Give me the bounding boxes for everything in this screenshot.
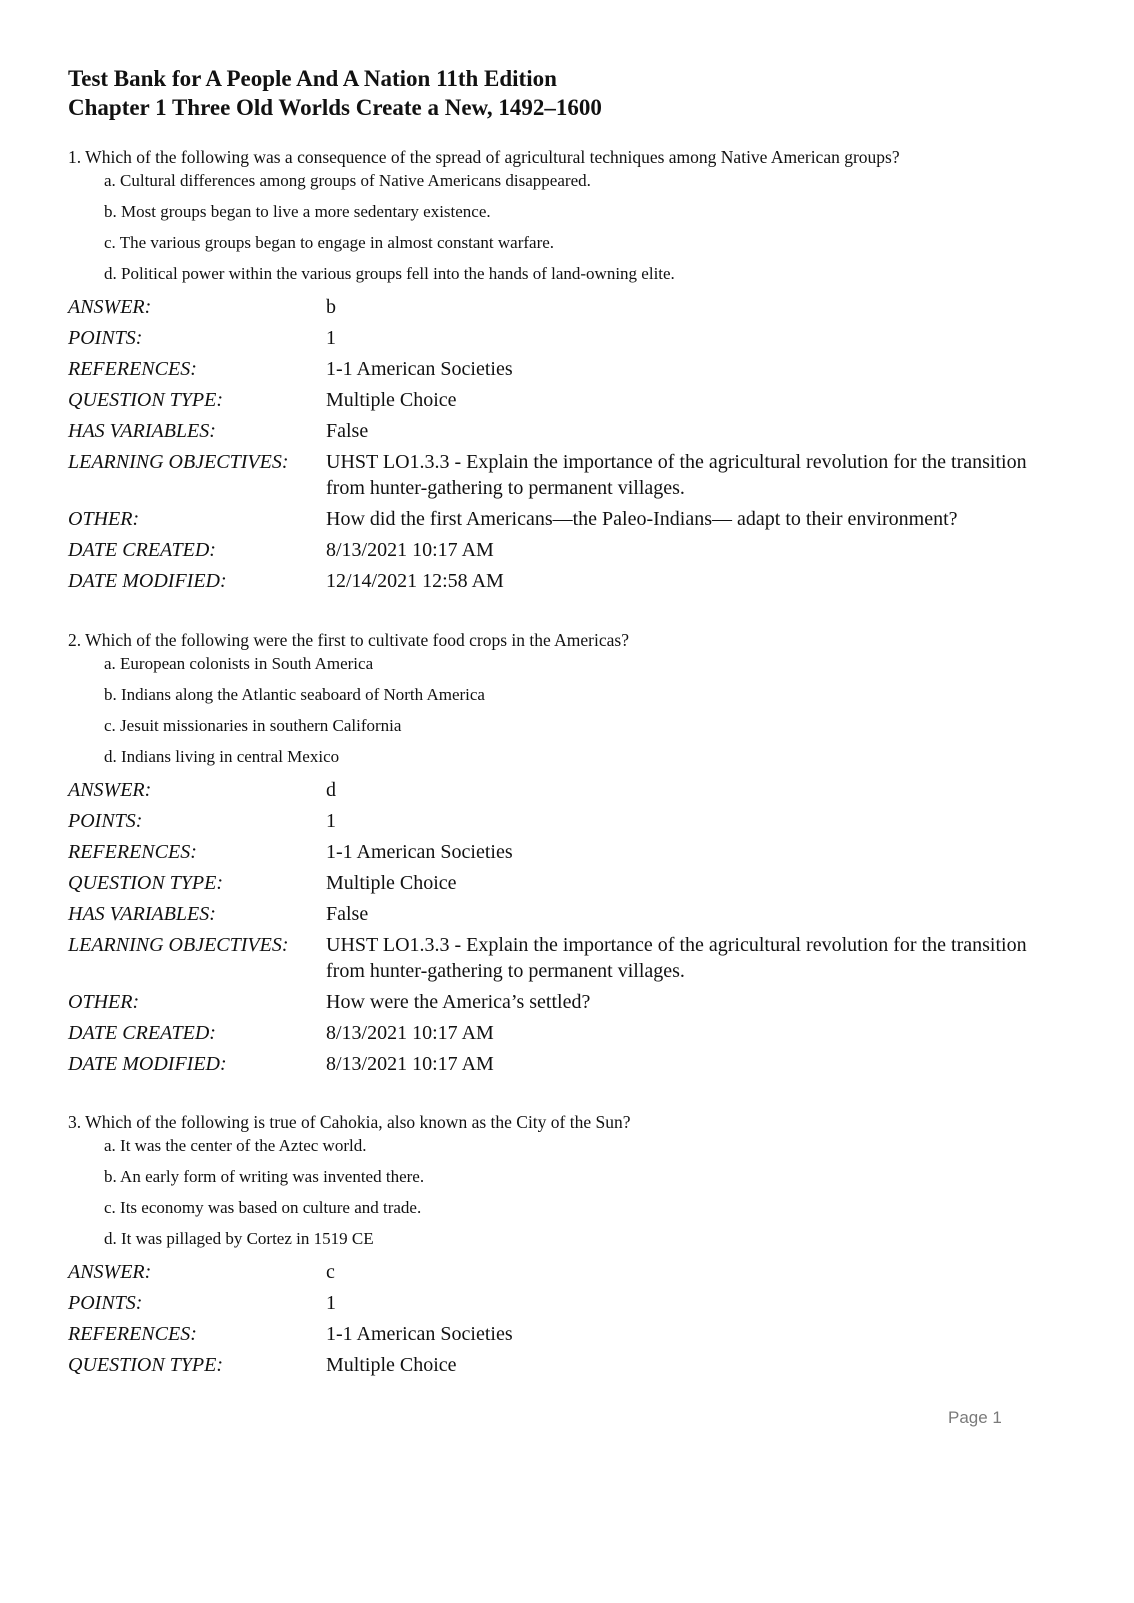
meta-label: DATE MODIFIED: bbox=[68, 570, 227, 592]
meta-references bbox=[68, 1321, 1108, 1352]
meta-label: ANSWER: bbox=[68, 779, 152, 801]
meta-question-type bbox=[68, 1352, 1108, 1383]
meta-points bbox=[68, 808, 1108, 839]
meta-value: 8/13/2021 10:17 AM bbox=[326, 1022, 494, 1044]
meta-label: OTHER: bbox=[68, 508, 140, 530]
meta-value: How did the first Americans—the Paleo-Indians— adapt to their environment? bbox=[326, 508, 958, 530]
meta-label: OTHER: bbox=[68, 991, 140, 1013]
option-d bbox=[68, 263, 1108, 294]
answer-options bbox=[68, 653, 1108, 777]
meta-question-type bbox=[68, 870, 1108, 901]
option-letter: a. bbox=[104, 171, 116, 190]
option-letter: c. bbox=[104, 716, 116, 735]
option-letter: a. bbox=[104, 1136, 116, 1155]
meta-points bbox=[68, 1290, 1108, 1321]
option-a bbox=[68, 170, 1108, 201]
question-stem: 2. Which of the following were the first to cultivate food crops in the Americas? bbox=[68, 630, 629, 650]
question-2 bbox=[68, 629, 1108, 1082]
option-text: Political power within the various groups fell into the hands of land-owning elite. bbox=[116, 264, 675, 283]
meta-references bbox=[68, 839, 1108, 870]
question-stem: 3. Which of the following is true of Cahokia, also known as the City of the Sun? bbox=[68, 1112, 631, 1132]
option-a bbox=[68, 1135, 1108, 1166]
meta-answer bbox=[68, 777, 1108, 808]
option-text: Its economy was based on culture and trade. bbox=[115, 1198, 422, 1217]
option-letter: b. bbox=[104, 202, 117, 221]
meta-value: d bbox=[326, 779, 336, 801]
meta-date-created bbox=[68, 1020, 1108, 1051]
meta-value: 1-1 American Societies bbox=[326, 841, 513, 863]
meta-date-modified bbox=[68, 1051, 1108, 1082]
question-metadata bbox=[68, 294, 1108, 599]
meta-label: REFERENCES: bbox=[68, 358, 197, 380]
meta-other bbox=[68, 506, 1108, 537]
question-3 bbox=[68, 1111, 1108, 1383]
meta-label: POINTS: bbox=[68, 327, 143, 349]
option-c bbox=[68, 1197, 1108, 1228]
option-b bbox=[68, 201, 1108, 232]
option-letter: d. bbox=[104, 1229, 117, 1248]
option-text: It was pillaged by Cortez in 1519 CE bbox=[116, 1229, 374, 1248]
document-title bbox=[68, 64, 602, 122]
meta-label: QUESTION TYPE: bbox=[68, 1354, 224, 1376]
option-letter: b. bbox=[104, 1167, 117, 1186]
option-text: Most groups began to live a more sedentary existence. bbox=[116, 202, 491, 221]
title-line-1: Test Bank for A People And A Nation 11th Edition bbox=[68, 66, 557, 91]
meta-question-type bbox=[68, 387, 1108, 418]
meta-label: DATE MODIFIED: bbox=[68, 1053, 227, 1075]
meta-value: False bbox=[326, 420, 369, 442]
meta-date-modified bbox=[68, 568, 1108, 599]
meta-label: DATE CREATED: bbox=[68, 1022, 216, 1044]
meta-label: REFERENCES: bbox=[68, 1323, 197, 1345]
option-c bbox=[68, 232, 1108, 263]
option-a bbox=[68, 653, 1108, 684]
option-text: European colonists in South America bbox=[115, 654, 374, 673]
option-text: Indians living in central Mexico bbox=[116, 747, 340, 766]
question-metadata bbox=[68, 1259, 1108, 1383]
option-letter: b. bbox=[104, 685, 117, 704]
meta-value: How were the America’s settled? bbox=[326, 991, 591, 1013]
option-b bbox=[68, 684, 1108, 715]
meta-value: 1 bbox=[326, 1292, 336, 1314]
option-text: Cultural differences among groups of Native Americans disappeared. bbox=[115, 171, 591, 190]
meta-label: QUESTION TYPE: bbox=[68, 389, 224, 411]
meta-other bbox=[68, 989, 1108, 1020]
meta-has-variables bbox=[68, 418, 1108, 449]
meta-label: DATE CREATED: bbox=[68, 539, 216, 561]
question-stem: 1. Which of the following was a consequence of the spread of agricultural techniques among Native American groups? bbox=[68, 147, 900, 167]
answer-options bbox=[68, 1135, 1108, 1259]
page-number: Page 1 bbox=[948, 1408, 1002, 1427]
meta-value: False bbox=[326, 903, 369, 925]
meta-learning-objectives bbox=[68, 449, 1108, 506]
meta-label: LEARNING OBJECTIVES: bbox=[68, 934, 289, 956]
meta-value: c bbox=[326, 1261, 335, 1283]
option-text: It was the center of the Aztec world. bbox=[115, 1136, 367, 1155]
option-text: An early form of writing was invented there. bbox=[116, 1167, 425, 1186]
option-d bbox=[68, 746, 1108, 777]
option-text: Indians along the Atlantic seaboard of North America bbox=[116, 685, 485, 704]
meta-label: POINTS: bbox=[68, 810, 143, 832]
meta-date-created bbox=[68, 537, 1108, 568]
meta-label: ANSWER: bbox=[68, 296, 152, 318]
meta-value: Multiple Choice bbox=[326, 872, 457, 894]
meta-value: 1 bbox=[326, 810, 336, 832]
option-d bbox=[68, 1228, 1108, 1259]
meta-label: LEARNING OBJECTIVES: bbox=[68, 451, 289, 473]
meta-answer bbox=[68, 1259, 1108, 1290]
meta-value: 12/14/2021 12:58 AM bbox=[326, 570, 504, 592]
answer-options bbox=[68, 170, 1108, 294]
meta-value: 1-1 American Societies bbox=[326, 358, 513, 380]
meta-label: HAS VARIABLES: bbox=[68, 903, 216, 925]
option-b bbox=[68, 1166, 1108, 1197]
option-c bbox=[68, 715, 1108, 746]
meta-label: POINTS: bbox=[68, 1292, 143, 1314]
meta-label: ANSWER: bbox=[68, 1261, 152, 1283]
question-metadata bbox=[68, 777, 1108, 1082]
title-line-2: Chapter 1 Three Old Worlds Create a New, 1492–1600 bbox=[68, 95, 602, 120]
meta-value: 1-1 American Societies bbox=[326, 1323, 513, 1345]
meta-learning-objectives bbox=[68, 932, 1108, 989]
option-text: Jesuit missionaries in southern California bbox=[115, 716, 402, 735]
meta-value: Multiple Choice bbox=[326, 1354, 457, 1376]
meta-label: HAS VARIABLES: bbox=[68, 420, 216, 442]
meta-value: 1 bbox=[326, 327, 336, 349]
meta-points bbox=[68, 325, 1108, 356]
meta-label: REFERENCES: bbox=[68, 841, 197, 863]
meta-answer bbox=[68, 294, 1108, 325]
option-letter: a. bbox=[104, 654, 116, 673]
meta-has-variables bbox=[68, 901, 1108, 932]
question-1 bbox=[68, 146, 1108, 599]
meta-references bbox=[68, 356, 1108, 387]
meta-value: b bbox=[326, 296, 336, 318]
option-letter: d. bbox=[104, 747, 117, 766]
option-text: The various groups began to engage in almost constant warfare. bbox=[115, 233, 555, 252]
meta-value: 8/13/2021 10:17 AM bbox=[326, 539, 494, 561]
meta-value: UHST LO1.3.3 - Explain the importance of the agricultural revolution for the transition from hunter-gathering to permanent villages. bbox=[326, 934, 1027, 982]
meta-value: 8/13/2021 10:17 AM bbox=[326, 1053, 494, 1075]
option-letter: c. bbox=[104, 233, 116, 252]
option-letter: c. bbox=[104, 1198, 116, 1217]
option-letter: d. bbox=[104, 264, 117, 283]
meta-value: UHST LO1.3.3 - Explain the importance of the agricultural revolution for the transition from hunter-gathering to permanent villages. bbox=[326, 451, 1027, 499]
meta-value: Multiple Choice bbox=[326, 389, 457, 411]
meta-label: QUESTION TYPE: bbox=[68, 872, 224, 894]
